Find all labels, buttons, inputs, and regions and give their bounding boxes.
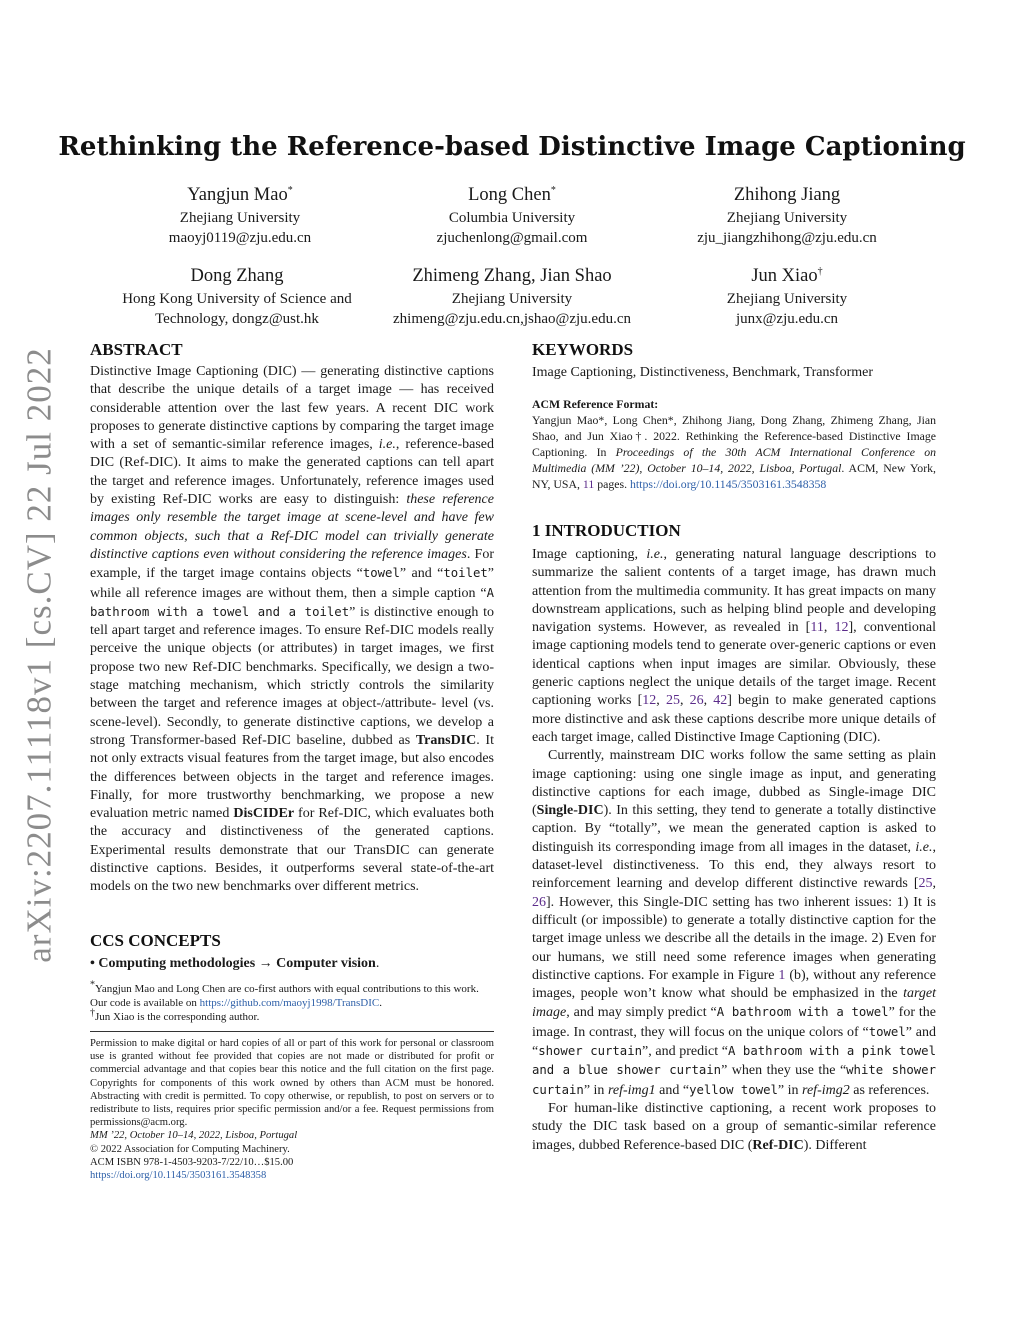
footnote-co-first: *Yangjun Mao and Long Chen are co-first authors with equal contributions to this work. Our code is available on https://github.com/maoyj1998/TransDIC.: [90, 979, 479, 1009]
author-email: maoyj0119@zju.edu.cn: [168, 230, 312, 246]
acm-doi-link[interactable]: https://doi.org/10.1145/3503161.3548358: [630, 477, 827, 491]
author-name: Long Chen: [468, 185, 551, 205]
section-heading-introduction: 1 INTRODUCTION: [532, 521, 681, 540]
paper-title: Rethinking the Reference-based Distinctive Image Captioning: [58, 132, 966, 162]
arxiv-watermark: [20, 347, 60, 963]
author-block: Long Chen* Columbia University zjuchenlong@gmail.com: [347, 182, 677, 248]
author-affiliation: Hong Kong University of Science and: [122, 291, 352, 307]
author-name: Jun Xiao: [751, 266, 818, 286]
author-affiliation: Technology, dongz@ust.hk: [155, 311, 319, 327]
author-affiliation: Zhejiang University: [726, 291, 848, 307]
author-email: junx@zju.edu.cn: [735, 311, 839, 327]
author-email: zjuchenlong@gmail.com: [436, 230, 588, 246]
intro-paragraph: Image captioning, i.e., generating natural language descriptions to summarize the salient contents of a target image, has drawn much attention from the multimedia community. It has great impacts on many downstream applications, such as helping blind people and developing navigation systems. However, as revealed in [11, 12], conventional image captioning models tend to generate over-generic captions or even identical captions when input images are similar. Obviously, these generic captions neglect the unique details of the target image. Recent captioning works [12, 25, 26, 42] begin to make generated captions more distinctive and ask these captions describe more unique details of each target image, called Distinctive Image Captioning (DIC).: [532, 547, 937, 745]
ccs-concepts: • Computing methodologies → Computer vision.: [90, 956, 380, 971]
doi-link[interactable]: https://doi.org/10.1145/3503161.3548358: [90, 1170, 267, 1182]
author-name: Zhimeng Zhang, Jian Shao: [412, 266, 612, 286]
abstract-heading: ABSTRACT: [90, 340, 183, 359]
abstract-body: [90, 363, 494, 897]
intro-paragraph: Currently, mainstream DIC works follow the same setting as plain image captioning: using one single image as input, and generating distinctive captions for each image, dubbed as Single-image DIC (Single-DIC). In this setting, they tend to generate a totally distinctive caption. By “totally”, we mean the generated caption is asked to distinguish its corresponding image from all images in the dataset, i.e., dataset-level distinctiveness. To this end, they always resort to reinforcement learning and develop different distinctive rewards [25, 26]. However, this Single-DIC setting has two inherent issues: 1) It is difficult (or impossible) to generate a totally distinctive caption for the target image unless we describe all the details in the image. 2) Even for our humans, we still need some reference images when generating distinctive captions. For example in Figure 1 (b), without any reference images, people won’t know what should be emphasized in the target image, and may simply predict “A bathroom with a towel” for the image. In contrast, they will focus on the unique colors of “towel” and “shower curtain”, and predict “A bathroom with a pink towel and a blue shower curtain” when they use the “white shower curtain” in ref-img1 and “yellow towel” in ref-img2 as references.: [532, 748, 937, 1098]
abstract-paragraph: Distinctive Image Captioning (DIC) — generating distinctive captions that describe the unique details of a target image — has received considerable attention over the last few years. A recent DIC work proposes to generate distinctive captions by comparing the target image with a set of semantic-similar reference images, i.e., reference-based DIC (Ref-DIC). It aims to make the generated captions can tell apart the target and reference images. Unfortunately, reference images used by existing Ref-DIC works are easy to distinguish: these reference images only resemble the target image at scene-level and have few common objects, such that a Ref-DIC model can trivially generate distinctive captions even without considering the reference images. For example, if the target image contains objects “towel” and “toilet” while all reference images are without them, then a simple caption “A bathroom with a towel and a toilet” is distinctive enough to tell apart target and reference images. To ensure Ref-DIC models really perceive the unique objects (or attributes) in target images, we first propose two new Ref-DIC benchmarks. Specifically, we design a two-stage matching mechanism, which strictly controls the similarity between the target and reference images at object-/attribute- level (vs. scene-level). Secondly, to generate distinctive captions, we develop a strong Transformer-based Ref-DIC baseline, dubbed as TransDIC. It not only extracts visual features from the target image, but also encodes the differences between objects in the target and reference images. Finally, for more trustworthy benchmarking, we propose a new evaluation metric named DisCIDEr for Ref-DIC, which evaluates both the accuracy and distinctiveness of the generated captions. Experimental results demonstrate that our TransDIC can generate distinctive captions. Besides, it outperforms several state-of-the-art models on the two new benchmarks over different metrics.: [90, 364, 495, 895]
author-block: [622, 182, 952, 248]
ccs-heading: CCS CONCEPTS: [90, 931, 221, 950]
author-block: Yangjun Mao* Zhejiang University maoyj0119@zju.edu.cn: [75, 182, 405, 248]
introduction-body: [532, 546, 936, 1155]
footnote-corresponding: †Jun Xiao is the corresponding author.: [90, 1006, 260, 1023]
author-email: zhimeng@zju.edu.cn,jshao@zju.edu.cn: [393, 311, 631, 327]
acm-reference-heading: ACM Reference Format:: [532, 397, 659, 411]
author-name: Dong Zhang: [190, 266, 284, 286]
author-affiliation: Zhejiang University: [726, 210, 848, 226]
footnotes: [90, 979, 494, 1024]
author-name: Zhihong Jiang: [733, 185, 841, 205]
acm-reference: ACM Reference Format: Yangjun Mao*, Long Chen*, Zhihong Jiang, Dong Zhang, Zhimeng Zhang, Jian Shao, and Jun Xiao†. 2022. Rethinking the Reference-based Distinctive Image Captioning. In Proceedings of the 30th ACM International Conference on Multimedia (MM ’22), October 10–14, 2022, Lisboa, Portugal. ACM, New York, NY, USA, 11 pages. https://doi.org/10.1145/3503161.3548358: [532, 397, 937, 491]
keywords-heading: KEYWORDS: [532, 340, 634, 359]
intro-paragraph: For human-like distinctive captioning, a recent work proposes to study the DIC task based on a group of semantic-similar reference images, dubbed Reference-based DIC (Ref-DIC). Different: [532, 1100, 936, 1153]
author-name: Yangjun Mao: [187, 185, 288, 205]
keywords-text: Image Captioning, Distinctiveness, Benchmark, Transformer: [532, 365, 873, 380]
author-email: zju_jiangzhihong@zju.edu.cn: [697, 230, 877, 246]
author-affiliation: Zhejiang University: [179, 210, 301, 226]
author-affiliation: Columbia University: [448, 210, 576, 226]
divider: [90, 1031, 494, 1032]
arxiv-id: arXiv:2207.11118v1 [cs.CV] 22 Jul 2022: [20, 347, 60, 963]
author-affiliation: Zhejiang University: [451, 291, 573, 307]
code-link[interactable]: https://github.com/maoyj1998/TransDIC: [199, 996, 380, 1009]
author-block: Jun Xiao† Zhejiang University junx@zju.edu.cn: [622, 263, 952, 329]
permission-notice: Permission to make digital or hard copies of all or part of this work for personal or classroom use is granted without fee provided that copies are not made or distributed for profit or commercial advantage and that copies bear this notice and the full citation on the first page. Copyrights for components of this work owned by others than ACM must be honored. Abstracting with credit is permitted. To copy otherwise, or republish, to post on servers or to redistribute to lists, requires prior specific permission and/or a fee. Request permissions from permissions@acm.org. MM ’22, October 10–14, 2022, Lisboa, Portugal © 2022 Association for Computing Machinery. ACM ISBN 978-1-4503-9203-7/22/10…$15.00 https://doi.org/10.1145/3503161.3548358: [90, 1038, 494, 1182]
